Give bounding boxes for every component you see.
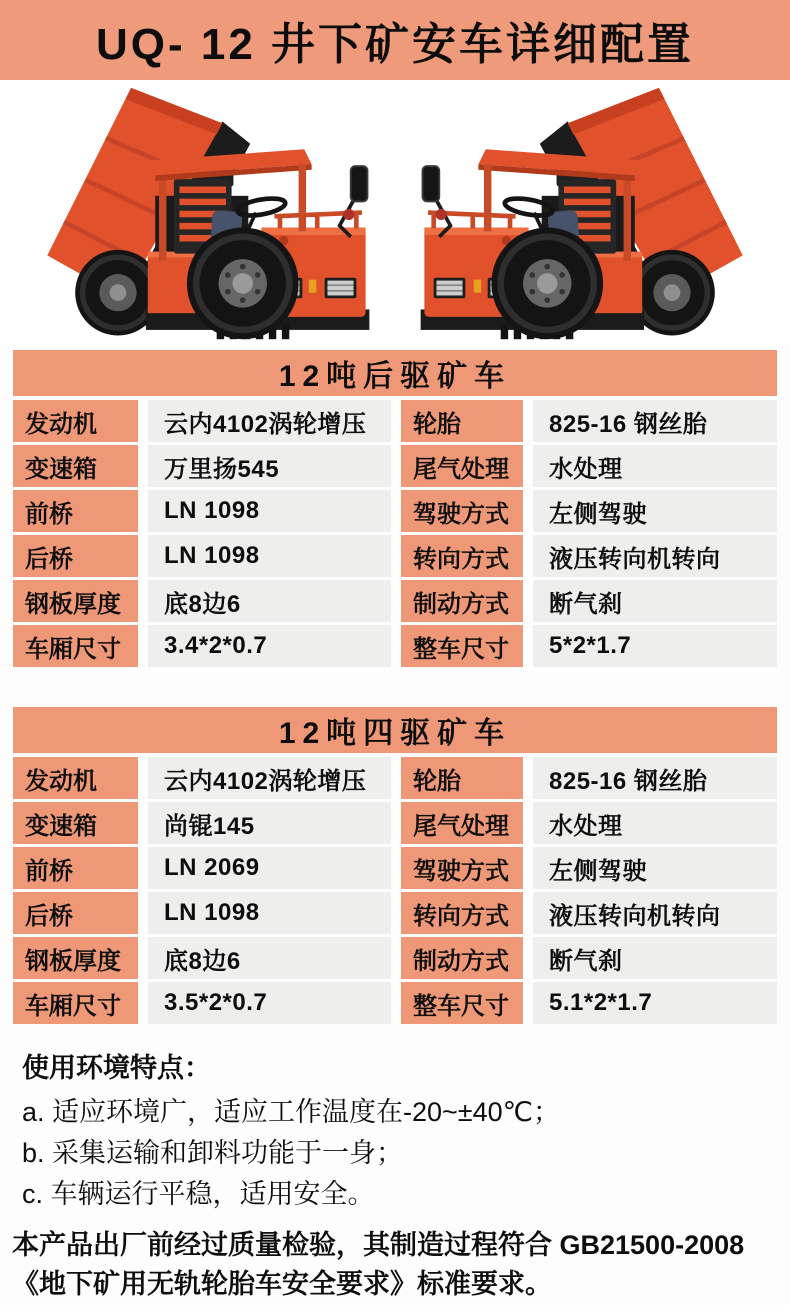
spec-value: LN 1098	[148, 892, 391, 934]
table-title: 12吨后驱矿车	[13, 350, 777, 396]
compliance-line-2: 《地下矿用无轨轮胎车安全要求》标准要求。	[12, 1269, 552, 1300]
spec-label: 发动机	[13, 757, 138, 799]
spec-value: 5.1*2*1.7	[533, 982, 777, 1024]
table-title: 12吨四驱矿车	[13, 707, 777, 753]
spec-value: 3.5*2*0.7	[148, 982, 391, 1024]
header-banner	[0, 0, 790, 80]
spec-label: 尾气处理	[401, 802, 523, 844]
note-item-b: b. 采集运输和卸料功能于一身；	[22, 1138, 404, 1169]
spec-value: 左侧驾驶	[533, 847, 777, 889]
spec-value: 断气刹	[533, 937, 777, 979]
spec-grid	[13, 757, 777, 1024]
spec-label: 驾驶方式	[401, 847, 523, 889]
notes-heading: 使用环境特点：	[22, 1053, 211, 1083]
spec-label: 制动方式	[401, 580, 523, 622]
usage-notes	[0, 1024, 790, 1212]
spec-value: 断气刹	[533, 580, 777, 622]
compliance-line-1: 本产品出厂前经过质量检验，其制造过程符合 GB21500-2008	[12, 1230, 745, 1261]
spec-label: 转向方式	[401, 892, 523, 934]
spec-value: 万里扬545	[148, 445, 391, 487]
spec-value: 尚锟145	[148, 802, 391, 844]
spec-table-rear-drive	[13, 350, 777, 667]
spec-label: 车厢尺寸	[13, 625, 138, 667]
spec-value: LN 1098	[148, 535, 391, 577]
spec-label: 钢板厚度	[13, 937, 138, 979]
spec-table-four-wheel-drive	[13, 707, 777, 1024]
spec-value: 3.4*2*0.7	[148, 625, 391, 667]
spec-value: 液压转向机转向	[533, 535, 777, 577]
spec-label: 轮胎	[401, 757, 523, 799]
spec-value: 云内4102涡轮增压	[148, 757, 391, 799]
spec-label: 车厢尺寸	[13, 982, 138, 1024]
spec-label: 发动机	[13, 400, 138, 442]
spec-value: 液压转向机转向	[533, 892, 777, 934]
spec-label: 前桥	[13, 847, 138, 889]
spec-label: 后桥	[13, 892, 138, 934]
spec-value: 825-16 钢丝胎	[533, 757, 777, 799]
truck-photo-right	[408, 86, 774, 342]
spec-grid	[13, 400, 777, 667]
spec-label: 轮胎	[401, 400, 523, 442]
spec-label: 整车尺寸	[401, 625, 523, 667]
note-item-c: c. 车辆运行平稳，适用安全。	[22, 1179, 375, 1210]
spec-label: 钢板厚度	[13, 580, 138, 622]
spec-value: 云内4102涡轮增压	[148, 400, 391, 442]
spec-value: 水处理	[533, 802, 777, 844]
product-image-row	[0, 80, 790, 344]
page-title: UQ- 12 井下矿安车详细配置	[95, 20, 695, 69]
spec-label: 转向方式	[401, 535, 523, 577]
spec-label: 后桥	[13, 535, 138, 577]
truck-photo-left	[16, 86, 382, 342]
spec-value: LN 2069	[148, 847, 391, 889]
spec-value: 水处理	[533, 445, 777, 487]
note-item-a: a. 适应环境广，适应工作温度在-20~±40℃；	[22, 1097, 560, 1127]
spec-label: 变速箱	[13, 445, 138, 487]
spec-label: 前桥	[13, 490, 138, 532]
spec-label: 尾气处理	[401, 445, 523, 487]
spec-value: LN 1098	[148, 490, 391, 532]
spec-value: 5*2*1.7	[533, 625, 777, 667]
spec-label: 驾驶方式	[401, 490, 523, 532]
spec-value: 底8边6	[148, 937, 391, 979]
compliance-statement	[0, 1218, 790, 1304]
spec-label: 制动方式	[401, 937, 523, 979]
spec-label: 变速箱	[13, 802, 138, 844]
spec-value: 底8边6	[148, 580, 391, 622]
spec-label: 整车尺寸	[401, 982, 523, 1024]
spec-value: 825-16 钢丝胎	[533, 400, 777, 442]
spec-value: 左侧驾驶	[533, 490, 777, 532]
